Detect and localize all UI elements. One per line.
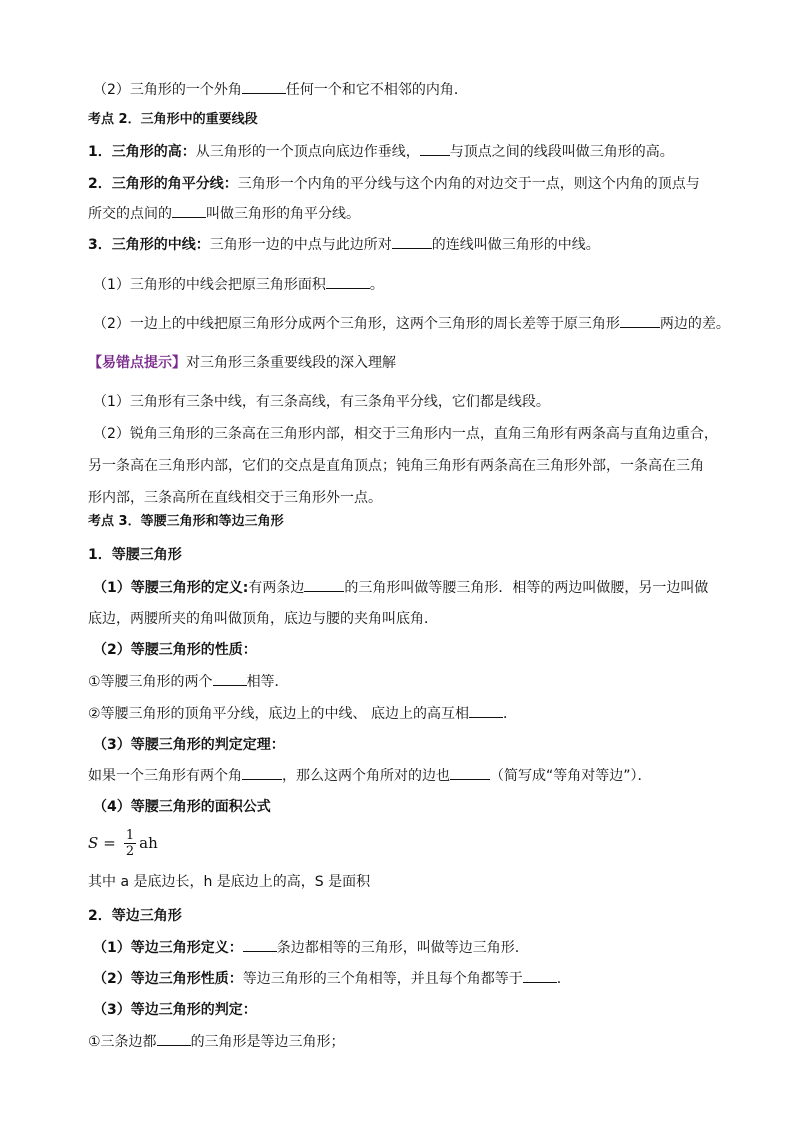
answer-blank[interactable] xyxy=(326,275,370,289)
answer-blank[interactable] xyxy=(523,969,557,983)
answer-blank[interactable] xyxy=(157,1032,191,1046)
isosceles-area-heading: （4）等腰三角形的面积公式 xyxy=(93,799,271,815)
answer-blank[interactable] xyxy=(392,235,432,249)
median-definition: 3．三角形的中线：三角形一边的中点与此边所对 的连线叫做三角形的中线。 xyxy=(88,237,600,253)
equilateral-heading: 2．等边三角形 xyxy=(88,908,182,924)
answer-blank[interactable] xyxy=(469,704,503,718)
answer-blank[interactable] xyxy=(243,938,277,952)
exterior-angle-line: （2）三角形的一个外角 任何一个和它不相邻的内角． xyxy=(93,82,468,98)
formula-explanation: 其中 a 是底边长，h 是底边上的高，S 是面积 xyxy=(88,874,371,890)
isosceles-property-1: ①等腰三角形的两个 相等． xyxy=(88,674,289,690)
answer-blank[interactable] xyxy=(242,80,286,94)
tip-tag: 【易错点提示】 xyxy=(88,355,186,371)
answer-blank[interactable] xyxy=(172,204,206,218)
isosceles-criterion-heading: （3）等腰三角形的判定定理： xyxy=(93,737,285,753)
isosceles-properties-heading: （2）等腰三角形的性质： xyxy=(93,642,257,658)
tip-item-2: （2）锐角三角形的三条高在三角形内部，相交于三角形内一点，直角三角形有两条高与直角边重合， xyxy=(93,426,718,442)
tip-item-2-continued: 另一条高在三角形内部，它们的交点是直角顶点；钝角三角形有两条高在三角形外部，一条高在三角 xyxy=(88,458,704,474)
isosceles-criterion: 如果一个三角形有两个角 ，那么这两个角所对的边也 （简写成“等角对等边”）． xyxy=(88,768,652,784)
tip-item-1: （1）三角形有三条中线，有三条高线，有三条角平分线，它们都是线段。 xyxy=(93,394,550,410)
equilateral-criterion-heading: （3）等边三角形的判定： xyxy=(93,1002,257,1018)
answer-blank[interactable] xyxy=(242,766,282,780)
equilateral-properties: （2）等边三角形性质：等边三角形的三个角相等，并且每个角都等于 . xyxy=(93,971,562,987)
section-heading-2: 考点 2．三角形中的重要线段 xyxy=(88,112,258,127)
median-perimeter-note: （2）一边上的中线把原三角形分成两个三角形，这两个三角形的周长差等于原三角形 两边的差。 xyxy=(93,316,730,332)
area-formula: S = $\frac{1}{2}$ ah xyxy=(88,827,158,859)
section-heading-3: 考点 3．等腰三角形和等边三角形 xyxy=(88,514,284,529)
tip-item-2-end: 形内部，三条高所在直线相交于三角形外一点。 xyxy=(88,490,382,506)
angle-bisector-continued: 所交的点间的 叫做三角形的角平分线。 xyxy=(88,206,360,222)
isosceles-property-2: ②等腰三角形的顶角平分线，底边上的中线、 底边上的高互相 ． xyxy=(88,706,517,722)
equilateral-criterion-1: ①三条边都 的三角形是等边三角形； xyxy=(88,1034,345,1050)
angle-bisector-definition: 2．三角形的角平分线：三角形一个内角的平分线与这个内角的对边交于一点，则这个内角的顶点与 xyxy=(88,176,700,192)
equilateral-definition: （1）等边三角形定义： 条边都相等的三角形，叫做等边三角形. xyxy=(93,940,520,956)
answer-blank[interactable] xyxy=(304,578,344,592)
isosceles-heading: 1．等腰三角形 xyxy=(88,547,182,563)
answer-blank[interactable] xyxy=(450,766,490,780)
fraction-one-half: $\frac{1}{2}$ xyxy=(125,827,135,859)
answer-blank[interactable] xyxy=(213,672,247,686)
median-area-note: （1）三角形的中线会把原三角形面积 。 xyxy=(93,277,384,293)
answer-blank[interactable] xyxy=(420,142,450,156)
isosceles-definition-continued: 底边，两腰所夹的角叫做顶角，底边与腰的夹角叫底角． xyxy=(88,611,438,627)
tip-heading: 【易错点提示】对三角形三条重要线段的深入理解 xyxy=(88,355,396,371)
answer-blank[interactable] xyxy=(620,314,660,328)
altitude-definition: 1．三角形的高：从三角形的一个顶点向底边作垂线， 与顶点之间的线段叫做三角形的高。 xyxy=(88,144,674,160)
isosceles-definition: （1）等腰三角形的定义:有两条边 的三角形叫做等腰三角形．相等的两边叫做腰，另一边叫做 xyxy=(93,580,709,596)
